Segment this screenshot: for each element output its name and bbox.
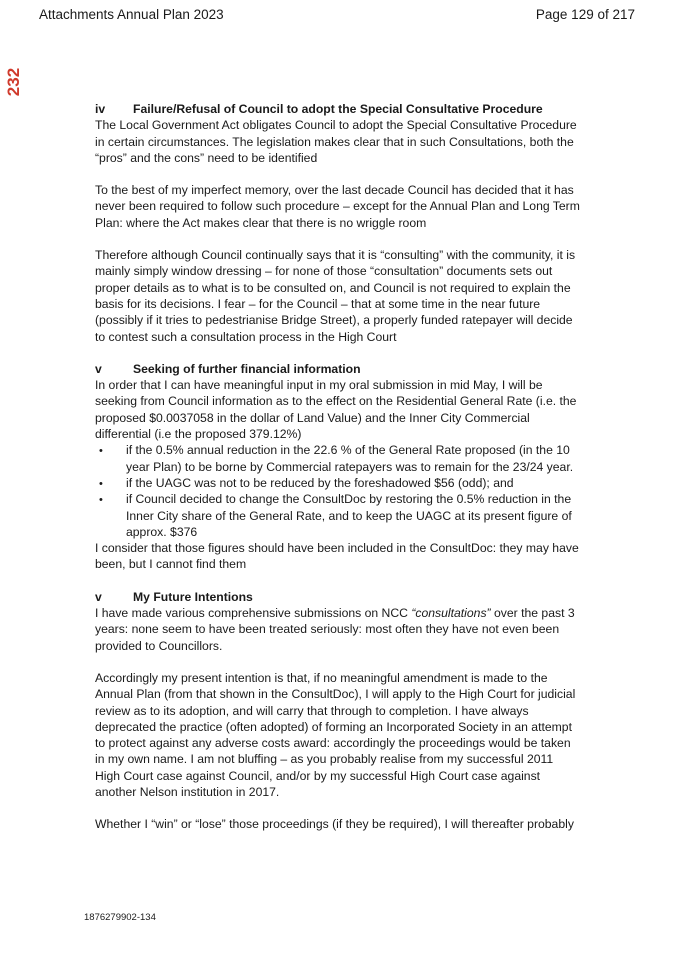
paragraph <box>95 605 580 654</box>
header-document-title: Attachments Annual Plan 2023 <box>39 7 224 22</box>
list-item-text: if the UAGC was not to be reduced by the foreshadowed $56 (odd); and <box>126 475 514 490</box>
paragraph: In order that I can have meaningful input in my oral submission in mid May, I will be seeking from Council information as to the effect on the Residential General Rate (i.e. the proposed $0.0037058 in the dollar of Land Value) and the Inner City Commercial differential (i.e the proposed 379.12%) <box>95 378 577 442</box>
section-title: My Future Intentions <box>133 589 253 604</box>
paragraph: Therefore although Council continually says that it is “consulting” with the community, it is mainly simply window dressing – for none of those “consultation” documents sets out proper details as to what is to be consulted on, and Council is not required to explain the basis for its decisions. I fear – for the Council – that at some time in the near future (possibly if it tries to pedestrianise Bridge Street), a properly funded ratepayer will decide to contest such a consultation process in the High Court <box>95 248 576 344</box>
emphasis-text: “consultations” <box>411 606 491 621</box>
section-title: Seeking of further financial information <box>133 361 361 376</box>
section-title: Failure/Refusal of Council to adopt the Special Consultative Procedure <box>133 102 543 116</box>
paragraph-text: over the past 3 years: none seem to have been treated seriously: most often they have not even been provided to Councillors. <box>95 606 575 653</box>
paragraph-text: I have made various comprehensive submissions on NCC <box>95 606 412 621</box>
section-number: v <box>95 361 102 376</box>
bullet-icon: • <box>99 445 103 458</box>
paragraph: I consider that those figures should have been included in the ConsultDoc: they may have been, but I cannot find them <box>95 541 579 572</box>
header-page-number: Page 129 of 217 <box>535 7 635 22</box>
section-heading <box>95 361 580 377</box>
list-item-text: if Council decided to change the ConsultDoc by restoring the 0.5% reduction in the Inner City share of the General Rate, and to keep the UAGC at its present figure of approx. $376 <box>126 492 572 539</box>
section-heading <box>95 101 580 117</box>
document-body <box>95 101 580 833</box>
section-number: iv <box>95 102 106 116</box>
bullet-icon: • <box>99 494 103 507</box>
margin-page-number: 232 <box>4 67 24 97</box>
list-item-text: if the 0.5% annual reduction in the 22.6 % of the General Rate proposed (in the 10 year Plan) to be borne by Commercial ratepayers was to remain for the 23/24 year. <box>126 443 574 474</box>
section-number: v <box>95 589 102 604</box>
paragraph: Accordingly my present intention is that, if no meaningful amendment is made to the Annual Plan (from that shown in the ConsultDoc), I will apply to the High Court for judicial review as to its adoption, and will carry that through to completion. I have always deprecated the practice (often adopted) of forming an Incorporated Society in an attempt to protect against any adverse costs award: accordingly the proceedings would be taken in my own name. I am not bluffing – as you probably realise from my successful 2011 High Court case against Council, and/or by my successful High Court case against another Nelson institution in 2017. <box>95 670 576 799</box>
section-heading <box>95 589 580 605</box>
list-item <box>95 475 580 491</box>
paragraph: To the best of my imperfect memory, over the last decade Council has decided that it has never been required to follow such procedure – except for the Annual Plan and Long Term Plan: where the Act makes clear that there is no wriggle room <box>95 183 580 230</box>
footer-document-id: 1876279902-134 <box>84 912 156 923</box>
bullet-icon: • <box>99 477 103 490</box>
paragraph: The Local Government Act obligates Council to adopt the Special Consultative Procedure in certain circumstances. The legislation makes clear that in such Consultations, both the “pros” and the cons” need to be identified <box>95 118 577 165</box>
list-item <box>95 442 580 475</box>
list-item <box>95 491 580 540</box>
paragraph: Whether I “win” or “lose” those proceedings (if they be required), I will thereafter probably <box>95 817 574 832</box>
bullet-list <box>95 442 580 540</box>
